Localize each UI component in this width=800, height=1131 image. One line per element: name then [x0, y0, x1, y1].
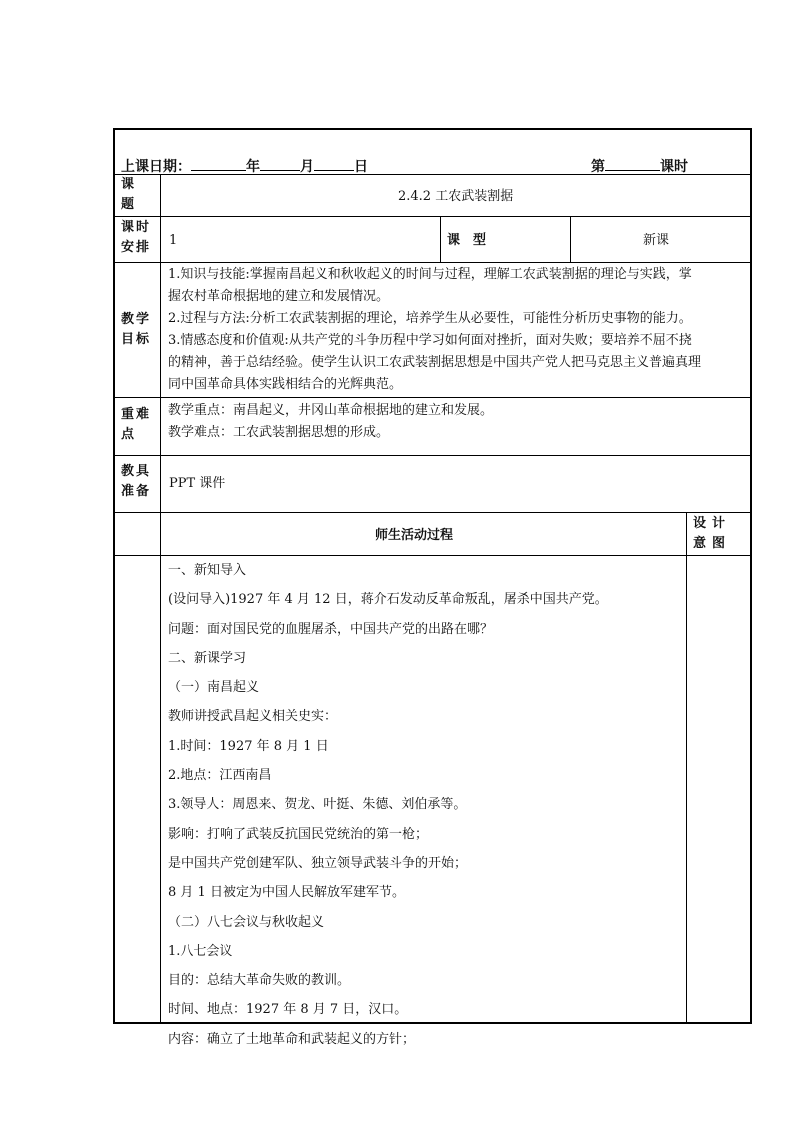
- topic-label: 课题: [121, 177, 137, 212]
- objective-line: 1.知识与技能:掌握南昌起义和秋收起义的时间与过程，理解工农武装割据的理论与实践，掌: [168, 267, 692, 282]
- lesson-suffix: 课时: [660, 159, 688, 175]
- objective-line: 的精神，善于总结经验。使学生认识工农武装割据思想是中国共产党人把马克思主义普遍真理: [168, 355, 702, 370]
- label-column-divider: [160, 174, 161, 1022]
- process-line: 影响：打响了武装反抗国民党统治的第一枪；: [168, 826, 429, 842]
- year-label: 年: [246, 159, 260, 175]
- objectives-label: 教学目标: [121, 312, 152, 347]
- process-body: [168, 556, 688, 1054]
- process-line: 3.领导人：周恩来、贺龙、叶挺、朱德、刘伯承等。: [168, 797, 467, 813]
- date-label: 上课日期：: [121, 159, 191, 175]
- process-line: 1.时间：1927 年 8 月 1 日: [168, 738, 329, 754]
- tools-label: 教具准备: [121, 464, 152, 499]
- type-label: 课 型: [447, 233, 487, 248]
- month-label: 月: [300, 159, 314, 175]
- keypoint-line: 教学难点：工农武装割据思想的形成。: [168, 425, 390, 440]
- row-divider: [115, 262, 750, 263]
- month-blank: [260, 156, 300, 171]
- lesson-number-line: [591, 156, 688, 176]
- topic-value: 2.4.2 工农武装割据: [398, 189, 514, 204]
- lesson-prefix: 第: [591, 159, 605, 175]
- type-value-divider: [570, 216, 571, 262]
- process-line: （一）南昌起义: [168, 680, 260, 696]
- process-line: 一、新知导入: [168, 563, 247, 578]
- date-line: [121, 156, 368, 176]
- lesson-plan-table: [113, 128, 752, 1047]
- objective-line: 3.情感态度和价值观:从共产党的斗争历程中学习如何面对挫折，面对失败；要培养不屈不挠: [168, 333, 692, 348]
- row-divider: [115, 455, 750, 456]
- keypoints-text: [168, 400, 742, 444]
- row-divider: [115, 512, 750, 513]
- day-label: 日: [354, 159, 368, 175]
- objective-line: 同中国革命具体实践相结合的光辉典范。: [168, 377, 403, 392]
- keypoint-line: 教学重点：南昌起义，井冈山革命根据地的建立和发展。: [168, 403, 494, 418]
- row-divider: [115, 216, 750, 217]
- schedule-label: 课时安排: [121, 220, 152, 255]
- row-divider: [115, 397, 750, 398]
- process-line: 问题：面对国民党的血腥屠杀，中国共产党的出路在哪？: [168, 621, 494, 637]
- objectives-text: [168, 264, 742, 396]
- lesson-blank: [605, 156, 660, 171]
- process-line: 内容：确立了土地革命和武装起义的方针；: [168, 1031, 416, 1047]
- type-label-divider: [440, 216, 441, 262]
- process-line: 时间、地点：1927 年 8 月 7 日，汉口。: [168, 1002, 408, 1018]
- design-intent-label: 设计意图: [693, 516, 732, 551]
- process-line: (设问导入)1927 年 4 月 12 日，蒋介石发动反革命叛乱，屠杀中国共产党。: [168, 592, 608, 608]
- objective-line: 2.过程与方法:分析工农武装割据的理论，培养学生从必要性，可能性分析历史事物的能力。: [168, 311, 692, 326]
- process-line: （二）八七会议与秋收起义: [168, 914, 325, 930]
- process-line: 1.八七会议: [168, 943, 233, 959]
- process-line: 2.地点：江西南昌: [168, 768, 272, 784]
- process-line: 教师讲授武昌起义相关史实：: [168, 709, 338, 725]
- process-line: 8 月 1 日被定为中国人民解放军建军节。: [168, 885, 405, 901]
- row-divider: [115, 174, 750, 175]
- type-value: 新课: [643, 233, 670, 248]
- objective-line: 握农村革命根据地的建立和发展情况。: [168, 289, 390, 304]
- process-title: 师生活动过程: [375, 528, 454, 543]
- process-line: 是中国共产党创建军队、独立领导武装斗争的开始；: [168, 855, 468, 871]
- year-blank: [191, 156, 246, 171]
- process-line: 二、新课学习: [168, 650, 247, 666]
- schedule-value: 1: [169, 233, 178, 248]
- process-line: 目的：总结大革命失败的教训。: [168, 973, 351, 989]
- keypoints-label: 重难点: [121, 407, 152, 442]
- tools-value: PPT 课件: [169, 476, 226, 491]
- day-blank: [314, 156, 354, 171]
